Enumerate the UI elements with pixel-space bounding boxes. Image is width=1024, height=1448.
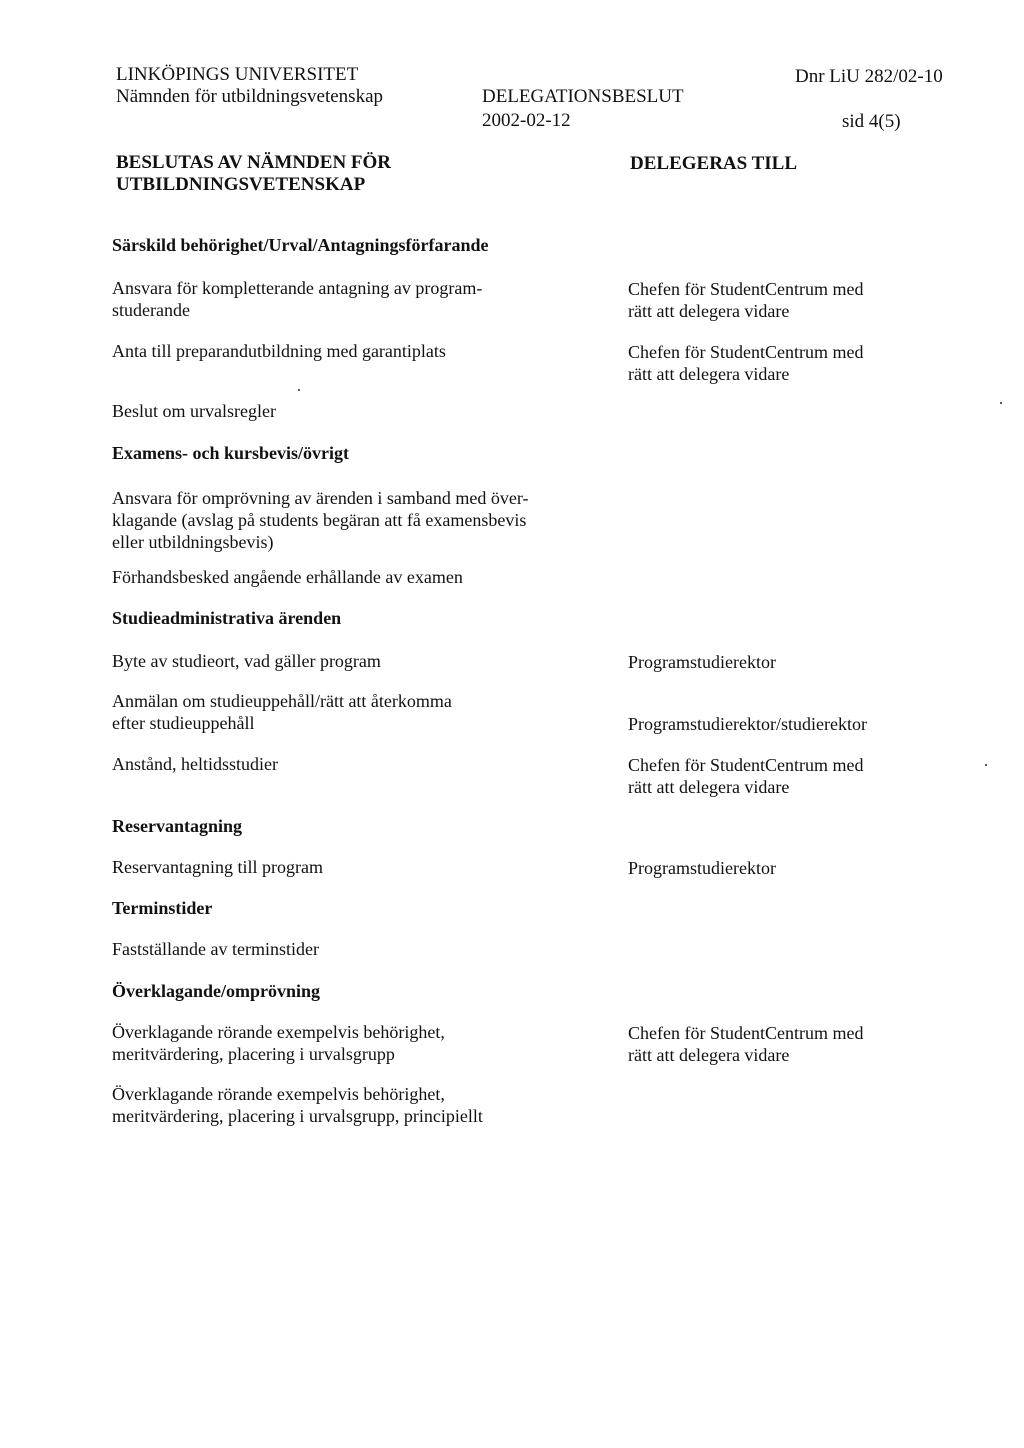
decision-text: efter studieuppehåll	[112, 713, 255, 733]
delegate-text: Programstudierektor	[628, 652, 776, 672]
delegate-item	[628, 754, 863, 798]
section-heading: Examens- och kursbevis/övrigt	[112, 443, 350, 463]
scan-speck	[985, 764, 987, 766]
decision-item	[112, 340, 446, 362]
decision-item	[112, 753, 278, 775]
decision-item	[112, 856, 323, 878]
delegate-text: Chefen för StudentCentrum med	[628, 342, 864, 362]
page-number: sid 4(5)	[842, 111, 901, 132]
decision-text: klagande (avslag på students begäran att få examensbevis	[112, 510, 527, 530]
delegate-text: Chefen för StudentCentrum med	[628, 279, 864, 299]
section-heading: Terminstider	[112, 898, 213, 918]
delegate-item	[628, 278, 863, 322]
left-column-heading-line2: UTBILDNINGSVETENSKAP	[116, 174, 366, 195]
document-type: DELEGATIONSBESLUT	[482, 86, 684, 107]
decision-item	[112, 1021, 445, 1065]
decision-text: meritvärdering, placering i urvalsgrupp	[112, 1044, 395, 1064]
decision-text: Byte av studieort, vad gäller program	[112, 651, 381, 671]
decision-text: Anta till preparandutbildning med garantiplats	[112, 341, 446, 361]
decision-text: Ansvara för omprövning av ärenden i samband med över-	[112, 488, 529, 508]
decision-text: Ansvara för kompletterande antagning av program-	[112, 278, 483, 298]
delegate-text: rätt att delegera vidare	[628, 1045, 790, 1065]
decision-text: eller utbildningsbevis)	[112, 532, 274, 552]
delegate-item	[628, 341, 863, 385]
decision-item	[112, 690, 452, 734]
section-heading: Överklagande/omprövning	[112, 981, 321, 1001]
section-heading: Särskild behörighet/Urval/Antagningsförfarande	[112, 235, 489, 255]
section-heading: Studieadministrativa ärenden	[112, 608, 342, 628]
delegate-item	[628, 857, 776, 879]
delegate-text: Chefen för StudentCentrum med	[628, 755, 864, 775]
decision-text: Anmälan om studieuppehåll/rätt att återkomma	[112, 691, 452, 711]
decision-item	[112, 487, 529, 553]
delegate-item	[628, 1022, 863, 1066]
decision-text: Anstånd, heltidsstudier	[112, 754, 278, 774]
scan-speck	[1000, 402, 1002, 404]
document-date: 2002-02-12	[482, 110, 571, 131]
decision-item	[112, 566, 463, 588]
decision-item	[112, 1083, 483, 1127]
decision-item	[112, 277, 482, 321]
decision-text: Förhandsbesked angående erhållande av examen	[112, 567, 463, 587]
delegate-text: rätt att delegera vidare	[628, 301, 790, 321]
delegate-item	[628, 713, 867, 735]
decision-item	[112, 650, 381, 672]
decision-text: Reservantagning till program	[112, 857, 323, 877]
decision-text: Beslut om urvalsregler	[112, 401, 276, 421]
decision-text: meritvärdering, placering i urvalsgrupp, principiellt	[112, 1106, 483, 1126]
delegate-item	[628, 651, 776, 673]
decision-text: Överklagande rörande exempelvis behörighet,	[112, 1084, 445, 1104]
decision-item	[112, 400, 276, 422]
decision-item	[112, 938, 319, 960]
delegate-text: Programstudierektor/studierektor	[628, 714, 867, 734]
decision-text: studerande	[112, 300, 190, 320]
registration-number: Dnr LiU 282/02-10	[795, 66, 943, 87]
decision-text: Överklagande rörande exempelvis behörighet,	[112, 1022, 445, 1042]
delegate-text: Chefen för StudentCentrum med	[628, 1023, 864, 1043]
decision-text: Fastställande av terminstider	[112, 939, 319, 959]
delegate-text: rätt att delegera vidare	[628, 777, 790, 797]
scan-speck	[298, 389, 300, 391]
right-column-heading: DELEGERAS TILL	[630, 153, 798, 174]
left-column-heading-line1: BESLUTAS AV NÄMNDEN FÖR	[116, 152, 392, 173]
delegate-text: Programstudierektor	[628, 858, 776, 878]
delegate-text: rätt att delegera vidare	[628, 364, 790, 384]
section-heading: Reservantagning	[112, 816, 242, 836]
board-name: Nämnden för utbildningsvetenskap	[116, 86, 384, 107]
university-name: LINKÖPINGS UNIVERSITET	[116, 64, 359, 85]
